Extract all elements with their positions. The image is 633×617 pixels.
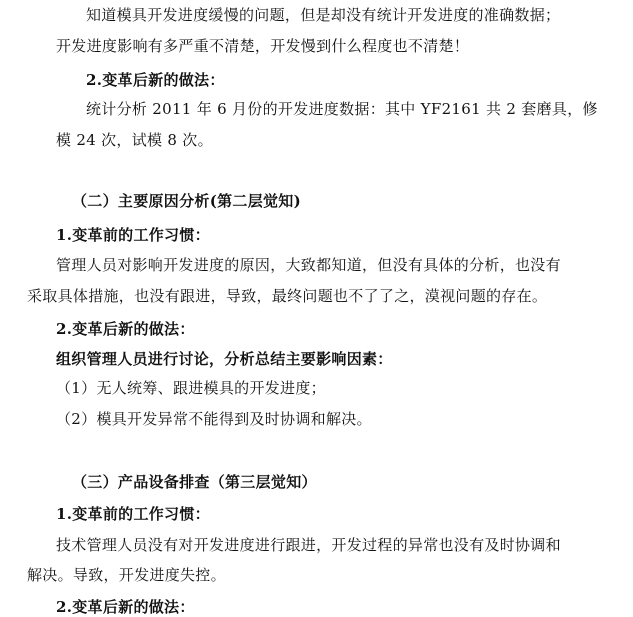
section-heading: 2.变革后新的做法： xyxy=(56,320,195,338)
section-heading: 2.变革后新的做法： xyxy=(86,71,225,89)
section-heading: 1.变革前的工作习惯： xyxy=(56,505,210,523)
section-heading: 组织管理人员进行讨论，分析总结主要影响因素： xyxy=(56,350,393,368)
paragraph-line: 知道模具开发进度缓慢的问题，但是却没有统计开发进度的准确数据； xyxy=(86,6,561,24)
paragraph-line: 开发进度影响有多严重不清楚，开发慢到什么程度也不清楚！ xyxy=(56,37,470,55)
section-heading: 2.变革后新的做法： xyxy=(56,598,195,616)
chapter-heading: （三）产品设备排查（第三层觉知） xyxy=(72,473,317,491)
paragraph-line: 采取具体措施，也没有跟进，导致，最终问题也不了了之，漠视问题的存在。 xyxy=(27,287,548,305)
list-item: （1）无人统筹、跟进模具的开发进度； xyxy=(56,379,326,397)
paragraph-line: 统计分析 2011 年 6 月份的开发进度数据：其中 YF2161 共 2 套磨具，修 xyxy=(86,100,598,118)
paragraph-line: 管理人员对影响开发进度的原因，大致都知道，但没有具体的分析，也没有 xyxy=(56,256,561,274)
list-item: （2）模具开发异常不能得到及时协调和解决。 xyxy=(56,410,372,428)
chapter-heading: （二）主要原因分析(第二层觉知) xyxy=(72,192,301,210)
section-heading: 1.变革前的工作习惯： xyxy=(56,226,210,244)
paragraph-line: 技术管理人员没有对开发进度进行跟进，开发过程的异常也没有及时协调和 xyxy=(56,536,561,554)
paragraph-line: 模 24 次，试模 8 次。 xyxy=(56,131,213,149)
paragraph-line: 解决。导致，开发进度失控。 xyxy=(27,566,226,584)
